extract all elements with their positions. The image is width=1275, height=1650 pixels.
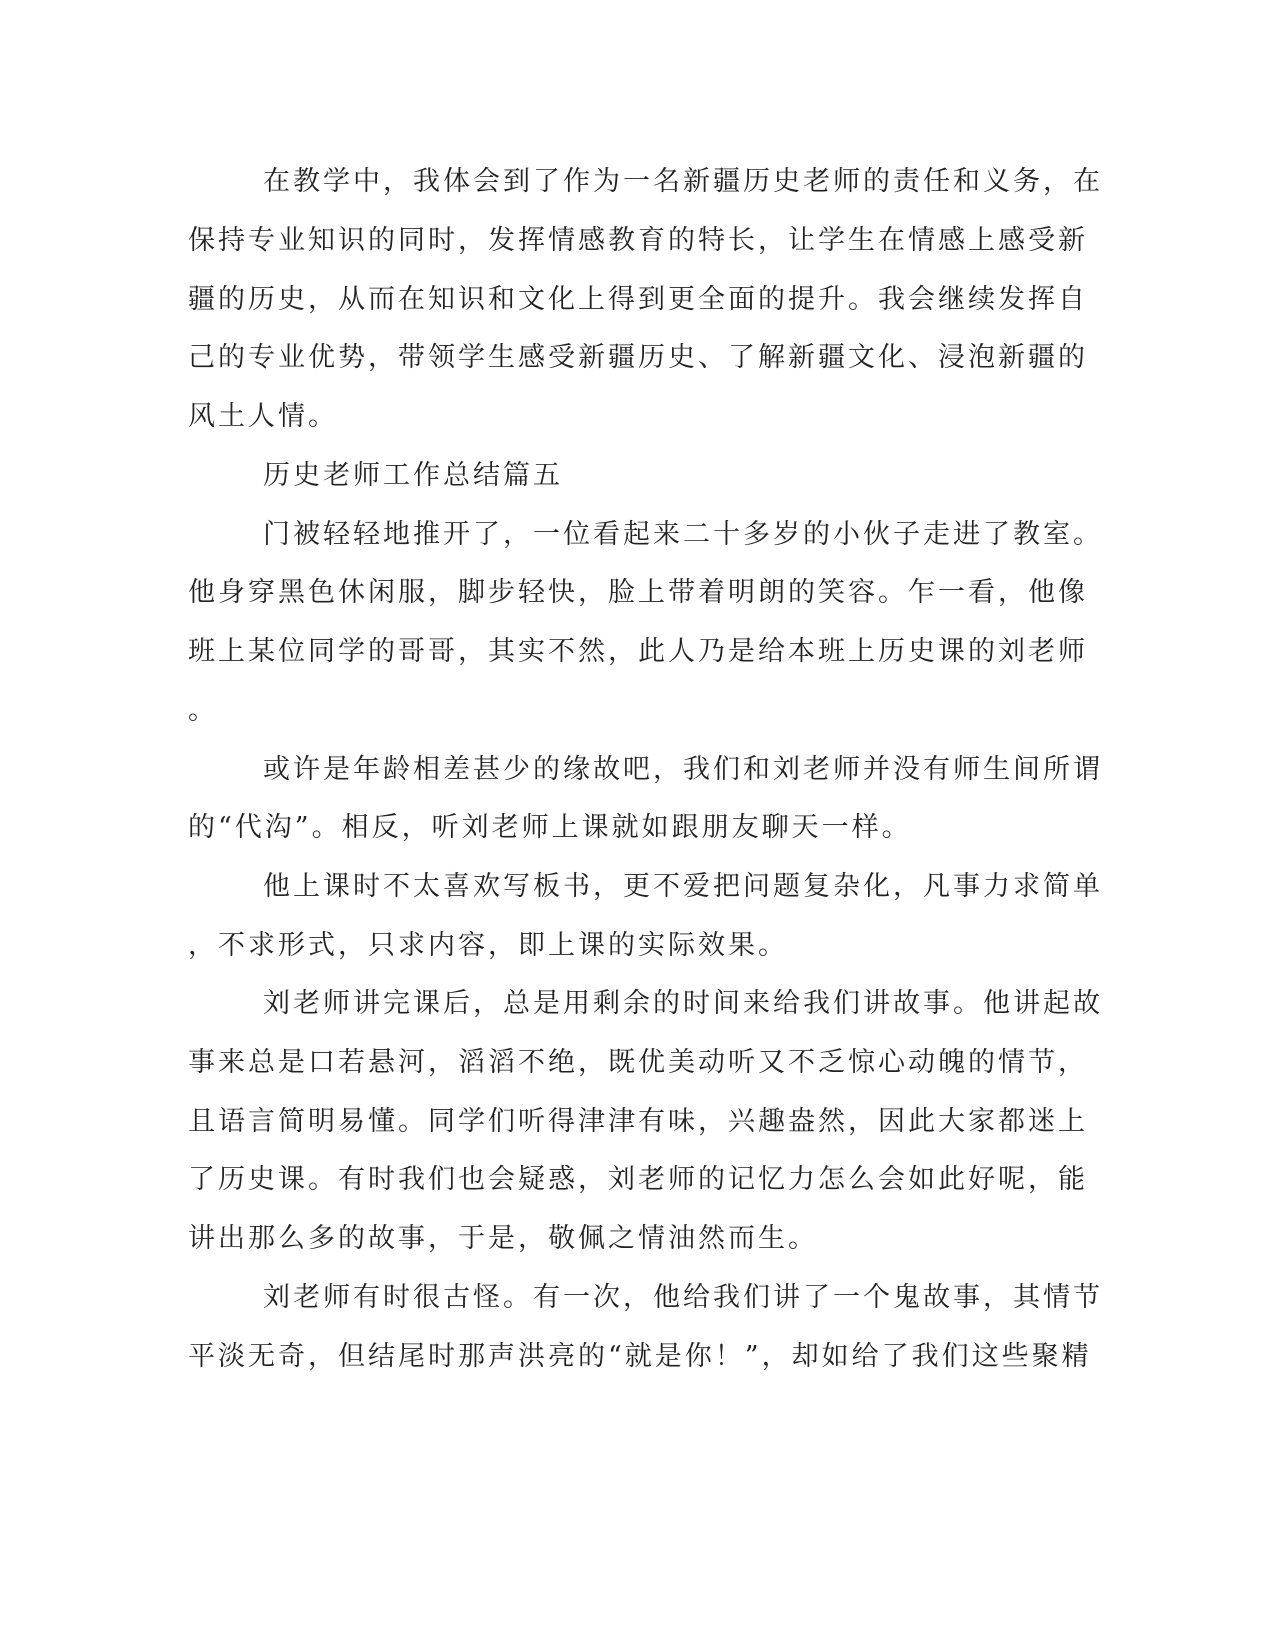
text-line: 的“代沟”。相反，听刘老师上课就如跟朋友聊天一样。 <box>188 812 912 843</box>
text-line: 且语言简明易懂。同学们听得津津有味，兴趣盎然，因此大家都迷上 <box>188 1106 1088 1137</box>
text-line: 刘老师讲完课后，总是用剩余的时间来给我们讲故事。他讲起故 <box>263 988 1103 1019</box>
text-line: ，不求形式，只求内容，即上课的实际效果。 <box>188 930 788 961</box>
text-line: 讲出那么多的故事，于是，敬佩之情油然而生。 <box>188 1223 818 1254</box>
text-line: 刘老师有时很古怪。有一次，他给我们讲了一个鬼故事，其情节 <box>263 1282 1103 1313</box>
text-line: 在教学中，我体会到了作为一名新疆历史老师的责任和义务，在 <box>263 166 1103 197</box>
text-line: 了历史课。有时我们也会疑惑，刘老师的记忆力怎么会如此好呢，能 <box>188 1164 1088 1195</box>
text-line: 他身穿黑色休闲服，脚步轻快，脸上带着明朗的笑容。乍一看，他像 <box>188 577 1088 608</box>
text-line: 疆的历史，从而在知识和文化上得到更全面的提升。我会继续发挥自 <box>188 284 1088 315</box>
section-heading: 历史老师工作总结篇五 <box>263 460 563 491</box>
text-line: 保持专业知识的同时，发挥情感教育的特长，让学生在情感上感受新 <box>188 225 1088 256</box>
text-line: 。 <box>188 695 218 726</box>
text-line: 班上某位同学的哥哥，其实不然，此人乃是给本班上历史课的刘老师 <box>188 636 1088 667</box>
text-line: 平淡无奇，但结尾时那声洪亮的“就是你！”，却如给了我们这些聚精 <box>188 1341 1092 1372</box>
text-line: 或许是年龄相差甚少的缘故吧，我们和刘老师并没有师生间所谓 <box>263 754 1103 785</box>
text-line: 事来总是口若悬河，滔滔不绝，既优美动听又不乏惊心动魄的情节， <box>188 1047 1088 1078</box>
text-line: 风土人情。 <box>188 401 338 432</box>
text-line: 门被轻轻地推开了，一位看起来二十多岁的小伙子走进了教室。 <box>263 519 1103 550</box>
text-line: 己的专业优势，带领学生感受新疆历史、了解新疆文化、浸泡新疆的 <box>188 342 1088 373</box>
text-line: 他上课时不太喜欢写板书，更不爱把问题复杂化，凡事力求简单 <box>263 871 1103 902</box>
